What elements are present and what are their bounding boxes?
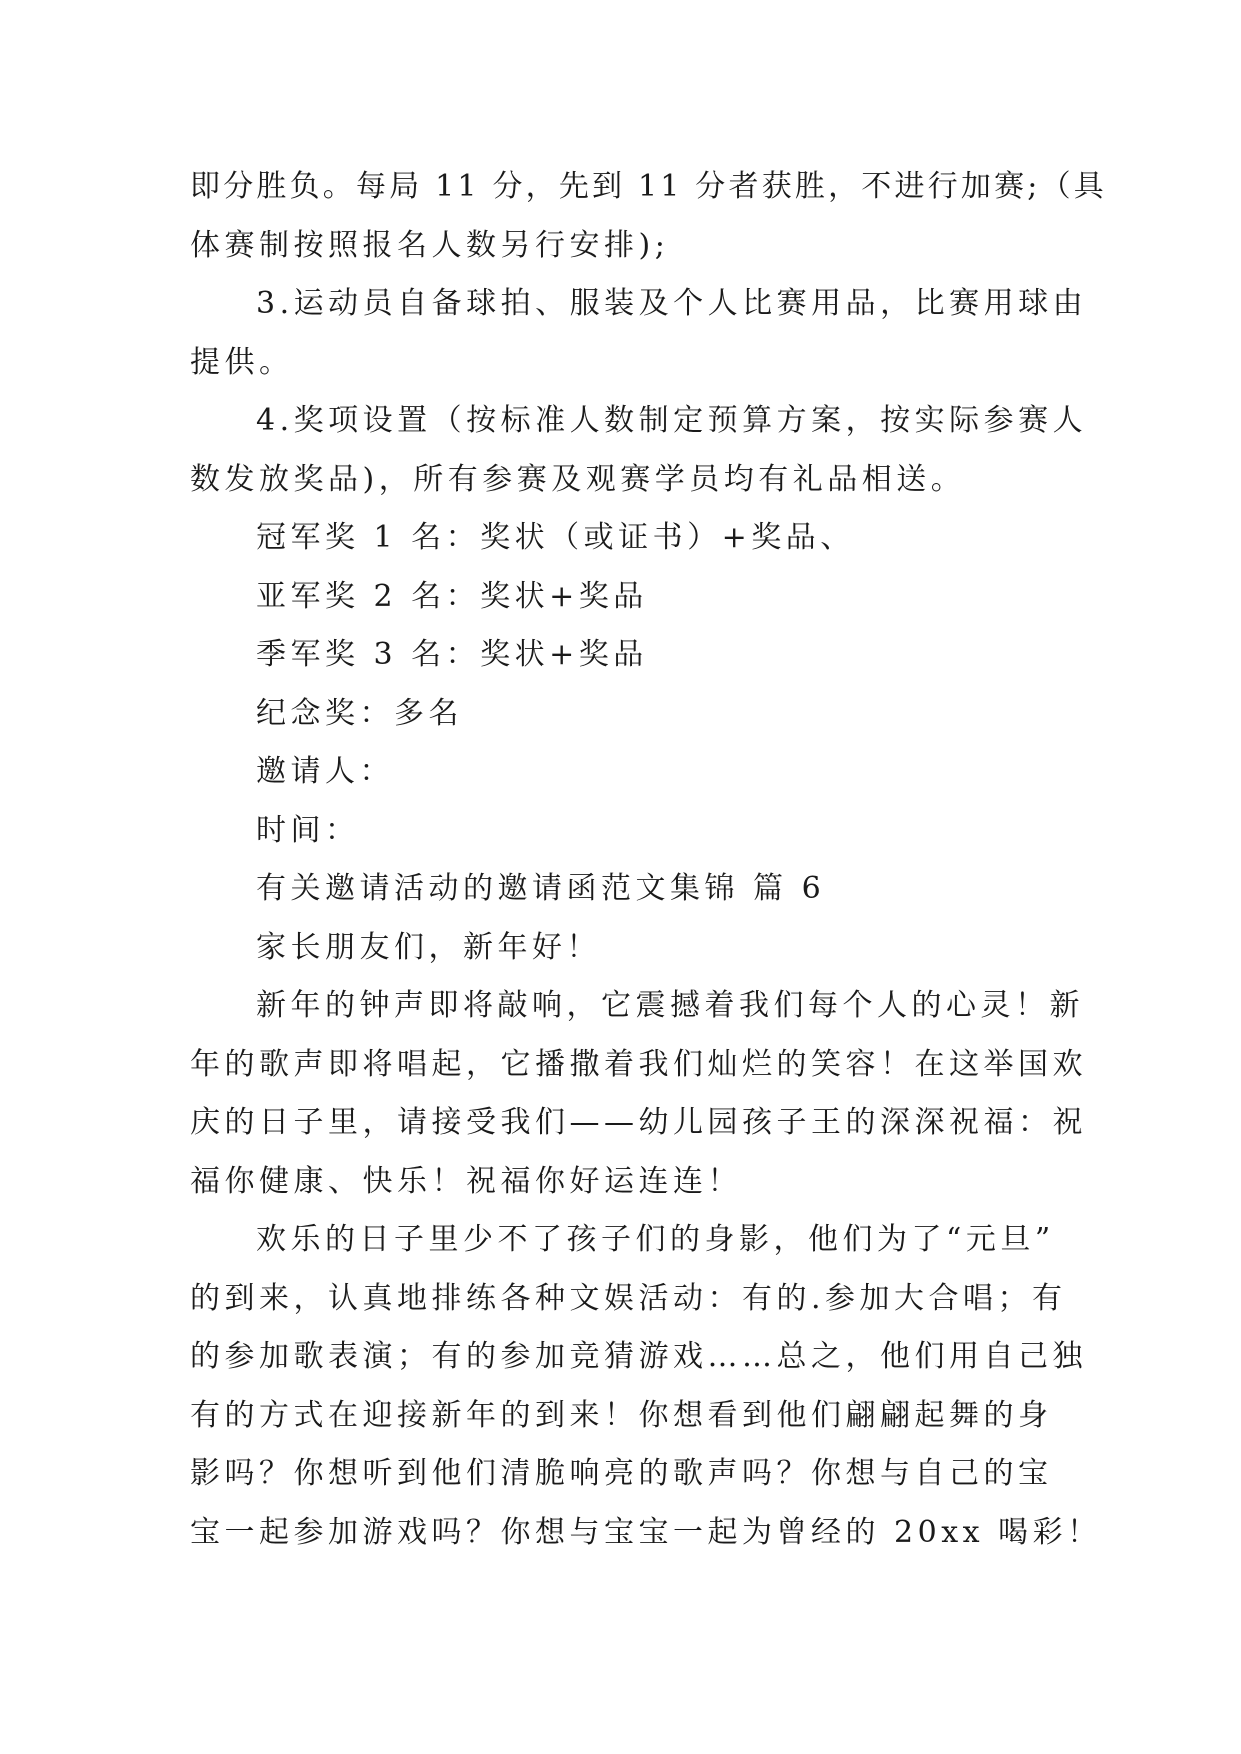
text-line: 福你健康、快乐！祝福你好运连连！ [190, 1163, 742, 1199]
award-line: 季军奖 3 名：奖状+奖品 [256, 637, 648, 672]
time-line: 时间： [256, 812, 360, 848]
text-line: 有的方式在迎接新年的到来！你想看到他们翩翩起舞的身 [190, 1397, 1053, 1433]
text-line: 庆的日子里，请接受我们——幼儿园孩子王的深深祝福：祝 [190, 1105, 1087, 1140]
award-line: 冠军奖 1 名：奖状（或证书）+奖品、 [256, 520, 855, 555]
text-line: 3.运动员自备球拍、服装及个人比赛用品，比赛用球由 [256, 286, 1088, 321]
section-heading: 有关邀请活动的邀请函范文集锦 篇 6 [256, 871, 826, 906]
award-line: 亚军奖 2 名：奖状+奖品 [256, 578, 648, 614]
text-line: 影吗？你想听到他们清脆响亮的歌声吗？你想与自己的宝 [190, 1456, 1053, 1491]
text-line: 的参加歌表演；有的参加竞猜游戏……总之，他们用自己独 [190, 1339, 1087, 1374]
text-line: 年的歌声即将唱起，它播撒着我们灿烂的笑容！在这举国欢 [190, 1046, 1087, 1082]
text-line: 的到来，认真地排练各种文娱活动：有的.参加大合唱；有 [190, 1280, 1067, 1316]
award-line: 纪念奖：多名 [256, 695, 463, 731]
text-line: 体赛制按照报名人数另行安排); [190, 227, 670, 263]
text-line: 数发放奖品)，所有参赛及观赛学员均有礼品相送。 [190, 461, 966, 497]
inviter-line: 邀请人： [256, 754, 394, 789]
text-line: 提供。 [190, 344, 294, 380]
document-body [190, 158, 1107, 1562]
text-line: 宝一起参加游戏吗？你想与宝宝一起为曾经的 20xx 喝彩！ [190, 1514, 1102, 1550]
greeting-line: 家长朋友们，新年好！ [256, 929, 601, 965]
text-line: 欢乐的日子里少不了孩子们的身影，他们为了“元旦” [256, 1222, 1055, 1257]
text-line: 新年的钟声即将敲响，它震撼着我们每个人的心灵！新 [256, 988, 1084, 1023]
text-line: 4.奖项设置（按标准人数制定预算方案，按实际参赛人 [256, 403, 1088, 438]
text-line: 即分胜负。每局 11 分，先到 11 分者获胜，不进行加赛;（具 [190, 169, 1107, 204]
